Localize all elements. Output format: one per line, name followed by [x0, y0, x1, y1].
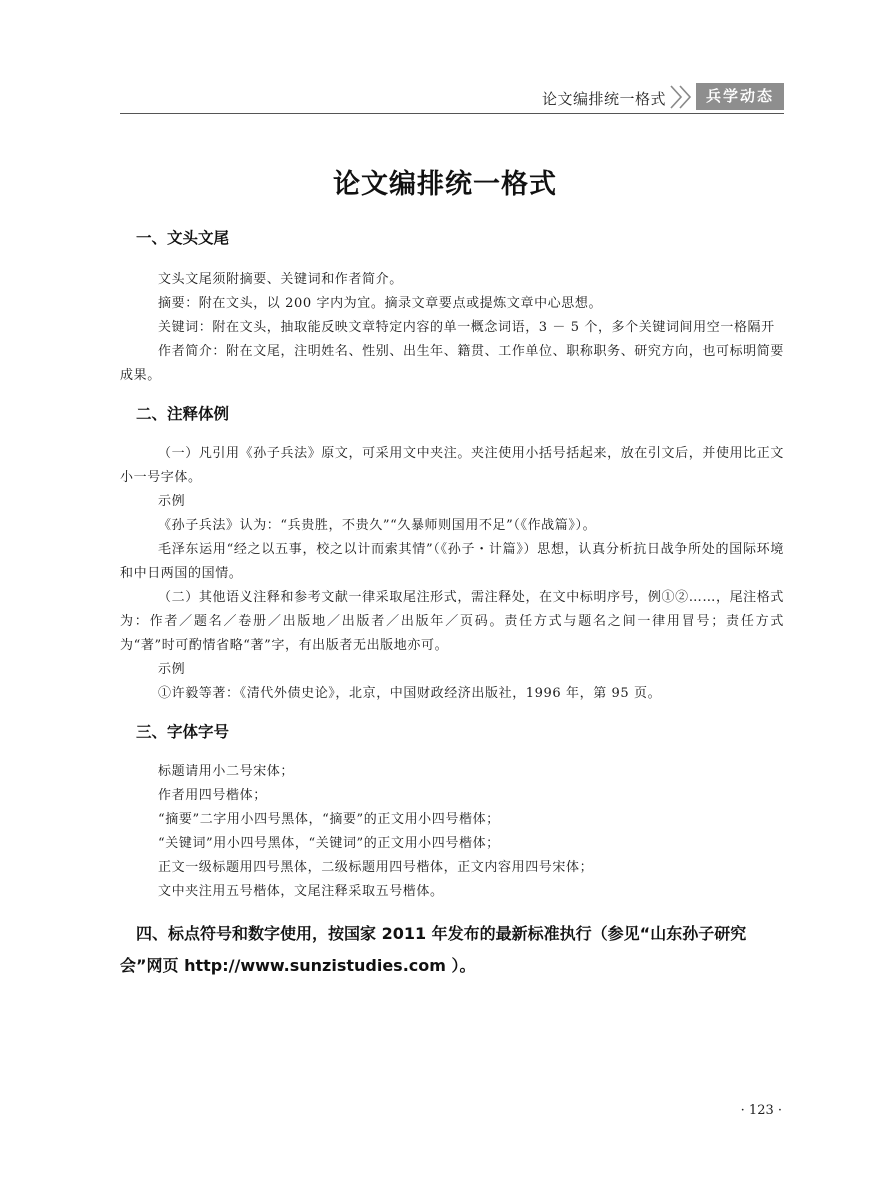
- paragraph: 文头文尾须附摘要、关键词和作者简介。: [158, 272, 403, 287]
- paragraph: 关键词：附在文头，抽取能反映文章特定内容的单一概念词语，3 － 5 个，多个关键词间用空一格隔开: [158, 320, 775, 335]
- article-body: [120, 224, 784, 982]
- paragraph: 标题请用小二号宋体；: [158, 764, 295, 779]
- paragraph: 正文一级标题用四号黑体，二级标题用四号楷体，正文内容用四号宋体；: [158, 860, 594, 875]
- paragraph: 《孙子兵法》认为：“兵贵胜，不贵久”“久暴师则国用不足”（《作战篇》）。: [158, 518, 597, 533]
- paragraph: ①许毅等著：《清代外债史论》，北京，中国财政经济出版社，1996 年，第 95 页。: [158, 686, 662, 701]
- paragraph: 作者用四号楷体；: [158, 788, 267, 803]
- section-3: [120, 718, 784, 904]
- section-tag: 兵学动态: [696, 83, 784, 110]
- running-title: 论文编排统一格式: [541, 90, 666, 108]
- paragraph: 文中夹注用五号楷体，文尾注释采取五号楷体。: [158, 884, 444, 899]
- example-label: 示例: [158, 662, 186, 677]
- example-label: 示例: [158, 494, 186, 509]
- running-header: [120, 82, 784, 112]
- paragraph: 毛泽东运用“经之以五事，校之以计而索其情”（《孙子・计篇》）思想，认真分析抗日战争所处的国际环境和中日两国的国情。: [120, 542, 784, 581]
- section-heading: 三、字体字号: [136, 723, 230, 741]
- header-rule: [120, 113, 784, 114]
- section-4-paragraph: 四、标点符号和数字使用，按国家 2011 年发布的最新标准执行（参见“山东孙子研究会”网页 http://www.sunzistudies.com ）。: [120, 924, 747, 975]
- page-title: 论文编排统一格式: [333, 169, 557, 200]
- paragraph: “关键词”用小四号黑体，“关键词”的正文用小四号楷体；: [158, 836, 500, 851]
- double-chevron-icon: [668, 85, 698, 109]
- section-heading: 一、文头文尾: [136, 229, 230, 247]
- paragraph: （一）凡引用《孙子兵法》原文，可采用文中夹注。夹注使用小括号括起来，放在引文后，并使用比正文小一号字体。: [120, 446, 784, 485]
- paragraph: （二）其他语义注释和参考文献一律采取尾注形式，需注释处，在文中标明序号，例①②……，尾注格式为：作者／题名／卷册／出版地／出版者／出版年／页码。责任方式与题名之间一律用冒号；责任方式为“著”时可酌情省略“著”字，有出版者无出版地亦可。: [120, 590, 784, 653]
- section-1: [120, 224, 784, 388]
- section-2: [120, 400, 784, 706]
- paragraph: 摘要：附在文头，以 200 字内为宜。摘录文章要点或提炼文章中心思想。: [158, 296, 603, 311]
- page-number: · 123 ·: [740, 1103, 782, 1118]
- paragraph: “摘要”二字用小四号黑体，“摘要”的正文用小四号楷体；: [158, 812, 500, 827]
- paragraph: 作者简介：附在文尾，注明姓名、性别、出生年、籍贯、工作单位、职称职务、研究方向，也可标明简要成果。: [120, 344, 784, 383]
- section-heading: 二、注释体例: [136, 405, 230, 423]
